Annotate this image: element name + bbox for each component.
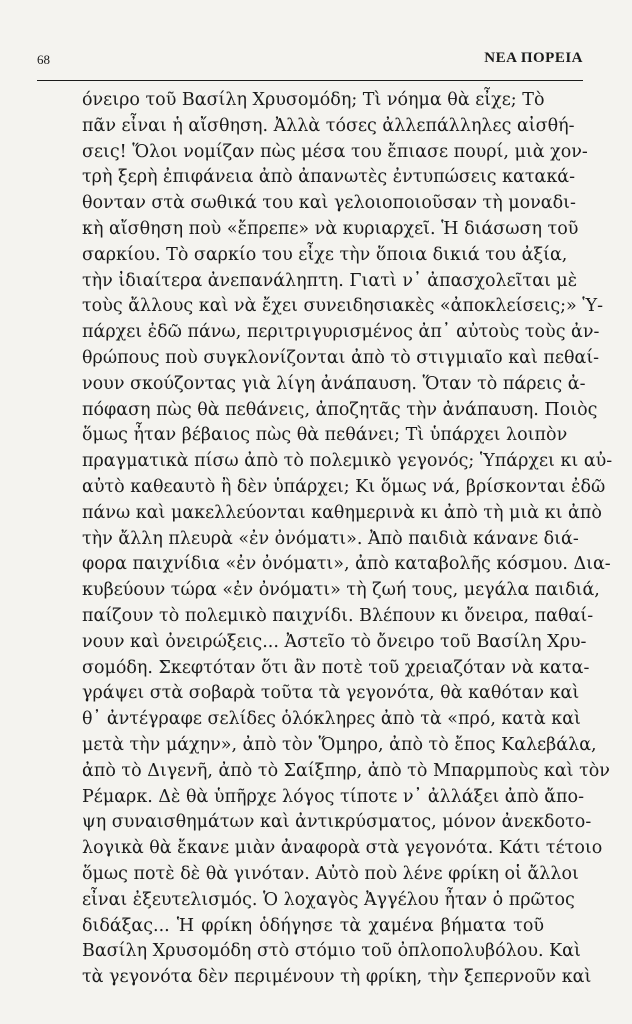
text-line: τρὴ ξερὴ ἐπιφάνεια ἀπὸ ἀπανωτὲς ἐντυπώσεις κατακά- [82, 167, 576, 188]
text-line: σεις! Ὅλοι νομίζαν πὼς μέσα του ἔπιασε πουρί, μιὰ χον- [82, 141, 588, 162]
text-line: ὅμως ποτὲ δὲ θὰ γινόταν. Αὐτὸ ποὺ λένε φρίκη οἱ ἄλλοι [82, 863, 579, 884]
text-line: θονταν στὰ σωθικά του καὶ γελοιοποιοῦσαν τὴ μοναδι- [82, 193, 576, 214]
text-line: διδάξας... Ἡ φρίκη ὁδήγησε τὰ χαμένα βήματα τοῦ [82, 915, 544, 936]
text-line: πάρχει ἐδῶ πάνω, περιτριγυρισμένος ἀπ᾿ αὐτοὺς τοὺς ἀν- [82, 322, 600, 343]
text-line: τὰ γεγονότα δὲν περιμένουν τὴ φρίκη, τὴν ξεπερνοῦν καὶ [82, 967, 592, 988]
text-line: τοὺς ἄλλους καὶ νὰ ἔχει συνειδησιακὲς «ἀποκλείσεις;» Ὑ- [82, 296, 604, 317]
text-line: πόφαση πὼς θὰ πεθάνεις, ἀποζητᾶς τὴν ἀνάπαυση. Ποιὸς [82, 399, 598, 420]
text-line: ὅμως ἦταν βέβαιος πὼς θὰ πεθάνει; Τὶ ὑπάρχει λοιπὸν [82, 425, 568, 446]
body-text [82, 88, 613, 991]
journal-title: ΝΕΑ ΠΟΡΕΙΑ [484, 50, 583, 66]
text-line: σαρκίου. Τὸ σαρκίο του εἶχε τὴν ὅποια δικιά του ἀξία, [82, 244, 568, 265]
text-line: πάνω καὶ μακελλεύονται καθημερινὰ κι ἀπὸ τὴ μιὰ κι ἀπὸ [82, 502, 602, 523]
text-line: τὴν ἰδιαίτερα ἀνεπανάληπτη. Γιατὶ ν᾿ ἀπασχολεῖται μὲ [82, 270, 578, 291]
text-line: νουν καὶ ὀνειρώξεις... Ἀστεῖο τὸ ὄνειρο τοῦ Βασίλη Χρυ- [82, 631, 587, 652]
page-number: 68 [37, 52, 50, 67]
text-line: θ᾿ ἀντέγραφε σελίδες ὁλόκληρες ἀπὸ τὰ «πρό, κατὰ καὶ [82, 709, 581, 730]
text-line: γράψει στὰ σοβαρὰ τοῦτα τὰ γεγονότα, θὰ καθόταν καὶ [82, 683, 580, 704]
text-line: φορα παιχνίδια «ἐν ὀνόματι», ἀπὸ καταβολῆς κόσμου. Δια- [82, 554, 611, 575]
text-line: σομόδη. Σκεφτόταν ὅτι ἂν ποτὲ τοῦ χρειαζόταν νὰ κατα- [82, 657, 590, 678]
text-line: τὴν ἄλλη πλευρὰ «ἐν ὀνόματι». Ἀπὸ παιδιὰ κάνανε διά- [82, 528, 579, 549]
text-line: μετὰ τὴν μάχην», ἀπὸ τὸν Ὅμηρο, ἀπὸ τὸ ἔπος Καλεβάλα, [82, 734, 597, 755]
text-line: ψη συναισθημάτων καὶ ἀντικρύσματος, μόνον ἀνεκδοτο- [82, 812, 592, 833]
text-line: θρώπους ποὺ συγκλονίζονται ἀπὸ τὸ στιγμιαῖο καὶ πεθαί- [82, 347, 600, 368]
header-rule [37, 80, 583, 81]
text-line: κὴ αἴσθηση ποὺ «ἔπρεπε» νὰ κυριαρχεῖ. Ἡ διάσωση τοῦ [82, 218, 579, 239]
text-line: λογικὰ θὰ ἔκανε μιὰν ἀναφορὰ στὰ γεγονότα. Κάτι τέτοιο [82, 838, 603, 859]
text-line: πραγματικὰ πίσω ἀπὸ τὸ πολεμικὸ γεγονός; Ὑπάρχει κι αὐ- [82, 451, 613, 472]
text-line: κυβεύουν τώρα «ἐν ὀνόματι» τὴ ζωή τους, μεγάλα παιδιά, [82, 580, 600, 601]
text-line: ἀπὸ τὸ Διγενῆ, ἀπὸ τὸ Σαίξπηρ, ἀπὸ τὸ Μπαρμποὺς καὶ τὸν [82, 760, 610, 781]
text-line: νουν σκούζοντας γιὰ λίγη ἀνάπαυση. Ὅταν τὸ πάρεις ἀ- [82, 373, 586, 394]
text-line: πᾶν εἶναι ἡ αἴσθηση. Ἀλλὰ τόσες ἀλλεπάλληλες αἰσθή- [82, 115, 575, 136]
page-header [37, 52, 583, 76]
text-line: παίζουν τὸ πολεμικὸ παιχνίδι. Βλέπουν κι ὄνειρα, παθαί- [82, 605, 594, 626]
text-line: αὐτὸ καθεαυτὸ ἢ δὲν ὑπάρχει; Κι ὅμως νά, βρίσκονται ἐδῶ [82, 476, 606, 497]
text-line: εἶναι ἐξευτελισμός. Ὁ λοχαγὸς Ἀγγέλου ἦταν ὁ πρῶτος [82, 889, 575, 910]
text-line: όνειρο τοῦ Βασίλη Χρυσομόδη; Τὶ νόημα θὰ εἶχε; Τὸ [82, 90, 545, 110]
text-line: Ρέμαρκ. Δὲ θὰ ὑπῆρχε λόγος τίποτε ν᾿ ἀλλάξει ἀπὸ ἄπο- [82, 786, 584, 807]
text-line: Βασίλη Χρυσομόδη στὸ στόμιο τοῦ ὀπλοπολυβόλου. Καὶ [82, 941, 581, 962]
